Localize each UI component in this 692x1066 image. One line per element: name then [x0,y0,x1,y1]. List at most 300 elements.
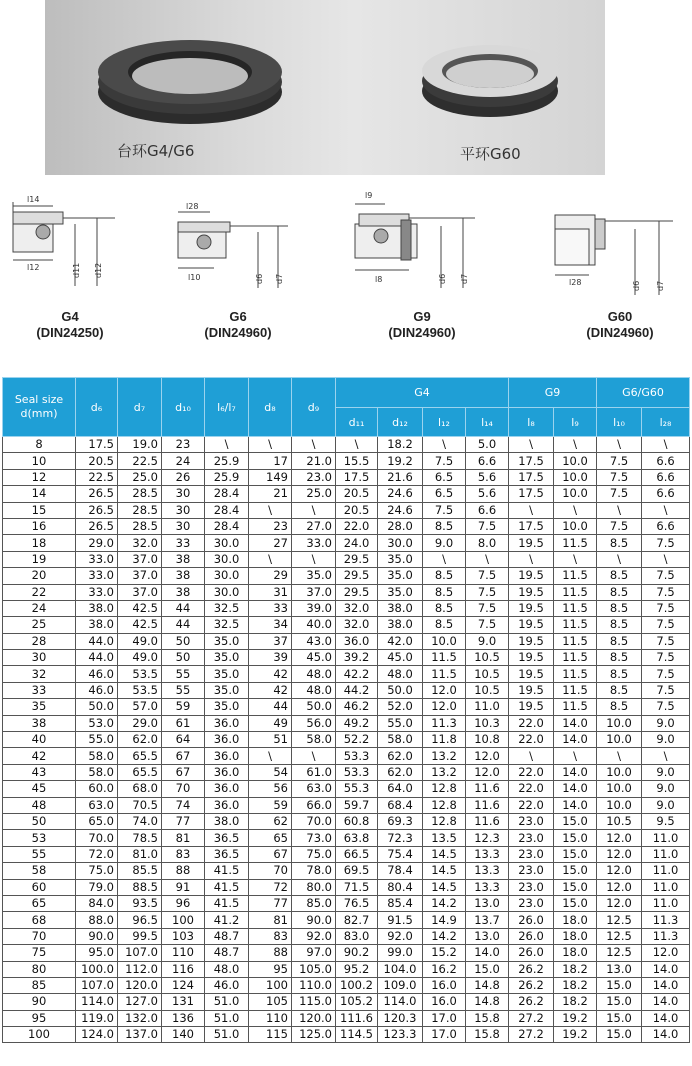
table-cell: 11.5 [423,666,466,682]
table-cell: 38 [162,568,205,584]
table-cell: 11.3 [642,912,690,928]
table-cell: \ [205,437,249,453]
table-cell: 12.3 [466,830,509,846]
table-cell: 38 [162,551,205,567]
table-cell: 105 [249,994,292,1010]
table-cell: 96.5 [118,912,162,928]
table-cell: 15.0 [554,879,597,895]
table-cell: \ [554,748,597,764]
table-cell: 131 [162,994,205,1010]
table-cell: 14.5 [423,846,466,862]
table-cell: 24.6 [378,502,423,518]
table-cell: 66.5 [336,846,378,862]
table-cell: 54 [249,764,292,780]
table-cell: 27.2 [509,1027,554,1043]
table-cell: 88 [162,863,205,879]
header-d9: d₉ [292,378,336,437]
table-cell: 30.0 [205,551,249,567]
table-cell: 11.5 [554,568,597,584]
table-cell: \ [554,551,597,567]
table-cell: 65 [249,830,292,846]
table-cell: 19.5 [509,617,554,633]
table-cell: 50.0 [76,699,118,715]
table-cell: 46.0 [76,682,118,698]
table-cell: 12.0 [423,699,466,715]
table-cell: 35.0 [378,584,423,600]
table-cell: 38.0 [76,600,118,616]
table-cell: 46.0 [205,977,249,993]
table-cell: 125.0 [292,1027,336,1043]
table-cell: 120.0 [292,1010,336,1026]
table-cell: 33.0 [76,568,118,584]
g4-dim-l12: l12 [27,263,40,272]
table-cell: 11.5 [554,682,597,698]
seal-size-cell: 14 [3,486,76,502]
table-cell: 78.5 [118,830,162,846]
table-cell: 107.0 [76,977,118,993]
table-cell: 9.5 [642,813,690,829]
table-cell: 53.5 [118,666,162,682]
table-row [3,928,690,944]
table-cell: 7.5 [642,617,690,633]
table-cell: 19.2 [554,1027,597,1043]
table-cell: 11.0 [642,895,690,911]
table-cell: 11.0 [642,863,690,879]
table-cell: 11.5 [554,617,597,633]
g6-standard: (DIN24960) [204,325,272,340]
table-cell: 7.5 [597,486,642,502]
table-cell: 55.0 [378,715,423,731]
table-cell: 11.5 [554,699,597,715]
table-cell: 6.6 [642,453,690,469]
table-cell: 49.2 [336,715,378,731]
table-cell: 13.3 [466,863,509,879]
seal-size-cell: 100 [3,1027,76,1043]
table-cell: \ [292,551,336,567]
seal-size-cell: 38 [3,715,76,731]
header-l9: l₉ [554,408,597,437]
table-cell: 44.2 [336,682,378,698]
table-cell: 36.5 [205,846,249,862]
seal-size-cell: 19 [3,551,76,567]
table-cell: 18.0 [554,928,597,944]
table-cell: 100.0 [76,961,118,977]
spec-table-body [3,437,690,1043]
table-cell: 12.0 [597,895,642,911]
table-cell: 8.5 [597,535,642,551]
table-cell: 115.0 [292,994,336,1010]
table-cell: 69.5 [336,863,378,879]
table-row [3,584,690,600]
table-cell: 57.0 [118,699,162,715]
table-cell: \ [509,437,554,453]
table-row [3,682,690,698]
table-cell: 23 [249,518,292,534]
table-cell: 48.7 [205,945,249,961]
table-cell: 42 [249,682,292,698]
table-cell: 11.5 [554,584,597,600]
table-row [3,453,690,469]
table-cell: 28.5 [118,486,162,502]
table-cell: 22.0 [509,715,554,731]
table-cell: 12.5 [597,912,642,928]
table-cell: 114.0 [378,994,423,1010]
seal-size-cell: 48 [3,797,76,813]
table-cell: 50 [162,650,205,666]
table-cell: 5.6 [466,486,509,502]
table-cell: 35.0 [378,568,423,584]
table-cell: 105.0 [292,961,336,977]
table-cell: 15.0 [466,961,509,977]
table-cell: 10.0 [554,518,597,534]
table-cell: 72.3 [378,830,423,846]
table-cell: 36.0 [205,732,249,748]
table-row [3,568,690,584]
table-cell: 33 [249,600,292,616]
table-cell: 53.3 [336,764,378,780]
table-cell: 44 [249,699,292,715]
table-cell: 14.2 [423,895,466,911]
table-cell: 17.5 [509,469,554,485]
table-cell: 7.5 [642,633,690,649]
table-cell: 7.5 [597,469,642,485]
table-cell: 14.0 [554,715,597,731]
table-cell: 13.3 [466,846,509,862]
table-row [3,977,690,993]
g60-dim-d6: d6 [632,280,641,291]
table-cell: 68.4 [378,797,423,813]
table-cell: 18.0 [554,912,597,928]
table-cell: 50.0 [292,699,336,715]
table-cell: \ [642,502,690,518]
table-cell: 6.6 [466,502,509,518]
table-cell: 11.0 [642,830,690,846]
table-cell: 42.5 [118,617,162,633]
table-cell: 6.6 [466,453,509,469]
seal-size-cell: 60 [3,879,76,895]
table-cell: 42.0 [378,633,423,649]
table-cell: 72.0 [76,846,118,862]
g6-dim-l28: l28 [186,202,199,211]
table-cell: 35.0 [205,666,249,682]
table-cell: 90.2 [336,945,378,961]
header-l8: l₈ [509,408,554,437]
seal-size-cell: 58 [3,863,76,879]
caption-right: 平环G60 [460,145,521,163]
table-cell: 23.0 [509,846,554,862]
table-cell: 14.0 [466,945,509,961]
table-cell: 42 [249,666,292,682]
table-cell: 19.5 [509,568,554,584]
table-cell: 8.5 [597,633,642,649]
table-cell: 46.2 [336,699,378,715]
table-cell: 7.5 [423,453,466,469]
table-cell: 51 [249,732,292,748]
table-cell: 14.8 [466,994,509,1010]
table-cell: 120.0 [118,977,162,993]
header-d12: d₁₂ [378,408,423,437]
table-cell: 90.0 [292,912,336,928]
table-cell: 38.0 [378,600,423,616]
table-cell: 23 [162,437,205,453]
table-cell: 42.5 [118,600,162,616]
table-row [3,879,690,895]
table-cell: 39 [249,650,292,666]
table-cell: \ [292,502,336,518]
table-cell: 59 [249,797,292,813]
table-cell: 91 [162,879,205,895]
table-cell: 44.0 [76,650,118,666]
g6-name: G6 [229,309,247,324]
seal-size-cell: 55 [3,846,76,862]
g4-drawing [5,188,125,293]
table-row [3,551,690,567]
table-cell: 13.0 [597,961,642,977]
table-cell: 27.0 [292,518,336,534]
table-cell: 52.0 [378,699,423,715]
table-cell: 10.0 [554,453,597,469]
table-cell: 18.0 [554,945,597,961]
spec-table [2,377,690,1043]
table-cell: 103 [162,928,205,944]
g60-label [570,309,670,341]
table-cell: 37.0 [118,551,162,567]
product-photo [45,0,605,175]
table-cell: 69.3 [378,813,423,829]
table-cell: 73.0 [292,830,336,846]
table-cell: \ [249,551,292,567]
g60-drawing [545,205,680,300]
table-cell: 43.0 [292,633,336,649]
seal-size-cell: 16 [3,518,76,534]
table-cell: 63.8 [336,830,378,846]
table-cell: 127.0 [118,994,162,1010]
table-cell: 9.0 [423,535,466,551]
table-cell: 81 [162,830,205,846]
table-cell: 8.5 [423,584,466,600]
g4-standard: (DIN24250) [36,325,104,340]
seal-size-cell: 85 [3,977,76,993]
header-group-g6-g60: G6/G60 [597,378,690,408]
table-cell: 79.0 [76,879,118,895]
table-cell: 97.0 [292,945,336,961]
table-cell: 58.0 [76,764,118,780]
table-cell: 19.5 [509,584,554,600]
table-cell: 100 [162,912,205,928]
table-cell: 11.5 [554,666,597,682]
table-cell: 70.5 [118,797,162,813]
table-cell: 53.0 [76,715,118,731]
table-cell: 14.0 [554,764,597,780]
table-cell: 68.0 [118,781,162,797]
table-cell: 22.5 [76,469,118,485]
table-cell: 7.5 [466,617,509,633]
table-cell: \ [554,437,597,453]
table-cell: 107.0 [118,945,162,961]
table-cell: 12.0 [642,945,690,961]
table-cell: 8.5 [597,682,642,698]
table-cell: 38 [162,584,205,600]
table-cell: 42.2 [336,666,378,682]
table-cell: 36.0 [205,797,249,813]
table-cell: 25.0 [118,469,162,485]
table-cell: 7.5 [597,453,642,469]
table-cell: 19.5 [509,633,554,649]
g9-dim-d7: d7 [460,273,469,284]
g9-drawing [345,184,480,294]
table-cell: \ [642,437,690,453]
table-cell: 7.5 [642,682,690,698]
table-cell: 67 [249,846,292,862]
table-cell: 12.8 [423,781,466,797]
table-cell: 55 [162,666,205,682]
table-cell: 18.2 [554,977,597,993]
table-cell: 22.0 [509,797,554,813]
table-cell: 8.5 [423,568,466,584]
table-cell: 7.5 [466,568,509,584]
table-cell: 28.0 [378,518,423,534]
table-cell: 72 [249,879,292,895]
table-cell: 17.5 [509,486,554,502]
table-cell: 75.0 [292,846,336,862]
table-cell: 16.0 [423,977,466,993]
seal-size-cell: 75 [3,945,76,961]
table-row [3,518,690,534]
table-row [3,895,690,911]
g9-standard: (DIN24960) [388,325,456,340]
table-cell: 56 [249,781,292,797]
table-cell: 49.0 [118,650,162,666]
table-row [3,781,690,797]
table-cell: 11.0 [466,699,509,715]
table-cell: 88.5 [118,879,162,895]
table-cell: 19.2 [554,1010,597,1026]
seal-size-cell: 30 [3,650,76,666]
table-row [3,994,690,1010]
seal-size-cell: 43 [3,764,76,780]
table-cell: 20.5 [336,486,378,502]
table-cell: 12.0 [597,846,642,862]
table-row [3,650,690,666]
table-cell: 12.0 [597,879,642,895]
table-cell: 49.0 [118,633,162,649]
table-cell: 112.0 [118,961,162,977]
header-l10: l₁₀ [597,408,642,437]
table-cell: 8.5 [597,568,642,584]
table-cell: 99.5 [118,928,162,944]
table-cell: 8.0 [466,535,509,551]
table-cell: 11.3 [423,715,466,731]
table-cell: 74.0 [118,813,162,829]
table-cell: 38.0 [76,617,118,633]
table-cell: 10.0 [554,486,597,502]
table-cell: 26.2 [509,977,554,993]
table-cell: 30 [162,518,205,534]
table-cell: \ [642,551,690,567]
seal-size-cell: 35 [3,699,76,715]
table-cell: 83.0 [336,928,378,944]
table-cell: 16.2 [423,961,466,977]
table-cell: 82.7 [336,912,378,928]
table-cell: 13.3 [466,879,509,895]
table-cell: 17.5 [336,469,378,485]
table-cell: 85.5 [118,863,162,879]
g4-dim-d11: d11 [72,262,81,278]
table-cell: 32.0 [118,535,162,551]
table-cell: 13.2 [423,748,466,764]
table-cell: 13.0 [466,928,509,944]
table-cell: 74 [162,797,205,813]
table-cell: 19.5 [509,699,554,715]
g4-label [20,309,120,341]
table-cell: 18.2 [554,961,597,977]
g9-name: G9 [413,309,431,324]
table-cell: 13.2 [423,764,466,780]
header-group-g9: G9 [509,378,597,408]
table-cell: 17.5 [509,518,554,534]
table-cell: 17.5 [509,453,554,469]
table-cell: 18.2 [554,994,597,1010]
table-row [3,502,690,518]
table-cell: 30.0 [205,584,249,600]
table-cell: 64.0 [378,781,423,797]
table-cell: 14.0 [642,961,690,977]
table-cell: 62.0 [378,764,423,780]
table-cell: 22.0 [509,781,554,797]
table-cell: 30 [162,502,205,518]
table-cell: 11.5 [554,535,597,551]
table-cell: 15.0 [597,1027,642,1043]
table-cell: 11.6 [466,797,509,813]
table-cell: 37.0 [118,584,162,600]
table-cell: 10.5 [466,682,509,698]
table-cell: 12.0 [597,830,642,846]
table-cell: 105.2 [336,994,378,1010]
table-cell: 62.0 [118,732,162,748]
table-cell: 26.0 [509,928,554,944]
table-cell: 35.0 [205,650,249,666]
table-cell: 15.0 [597,994,642,1010]
table-cell: 12.8 [423,813,466,829]
table-cell: 48.0 [292,682,336,698]
table-cell: 137.0 [118,1027,162,1043]
table-cell: 11.6 [466,813,509,829]
table-cell: 15.0 [554,813,597,829]
table-cell: \ [423,437,466,453]
table-cell: 35.0 [292,568,336,584]
table-cell: 7.5 [642,666,690,682]
table-cell: 7.5 [466,600,509,616]
seal-size-cell: 53 [3,830,76,846]
table-cell: 32.0 [336,600,378,616]
table-cell: 28.5 [118,518,162,534]
table-cell: 15.0 [597,977,642,993]
table-row [3,437,690,453]
table-cell: 70 [249,863,292,879]
table-cell: 65.5 [118,764,162,780]
table-cell: 25.9 [205,453,249,469]
g4-name: G4 [61,309,79,324]
table-cell: 13.7 [466,912,509,928]
table-cell: \ [466,551,509,567]
table-cell: 85.0 [292,895,336,911]
table-cell: 14.0 [554,797,597,813]
table-cell: 93.5 [118,895,162,911]
table-cell: 64 [162,732,205,748]
table-cell: 81 [249,912,292,928]
table-cell: 36.0 [205,764,249,780]
table-cell: 45.0 [292,650,336,666]
